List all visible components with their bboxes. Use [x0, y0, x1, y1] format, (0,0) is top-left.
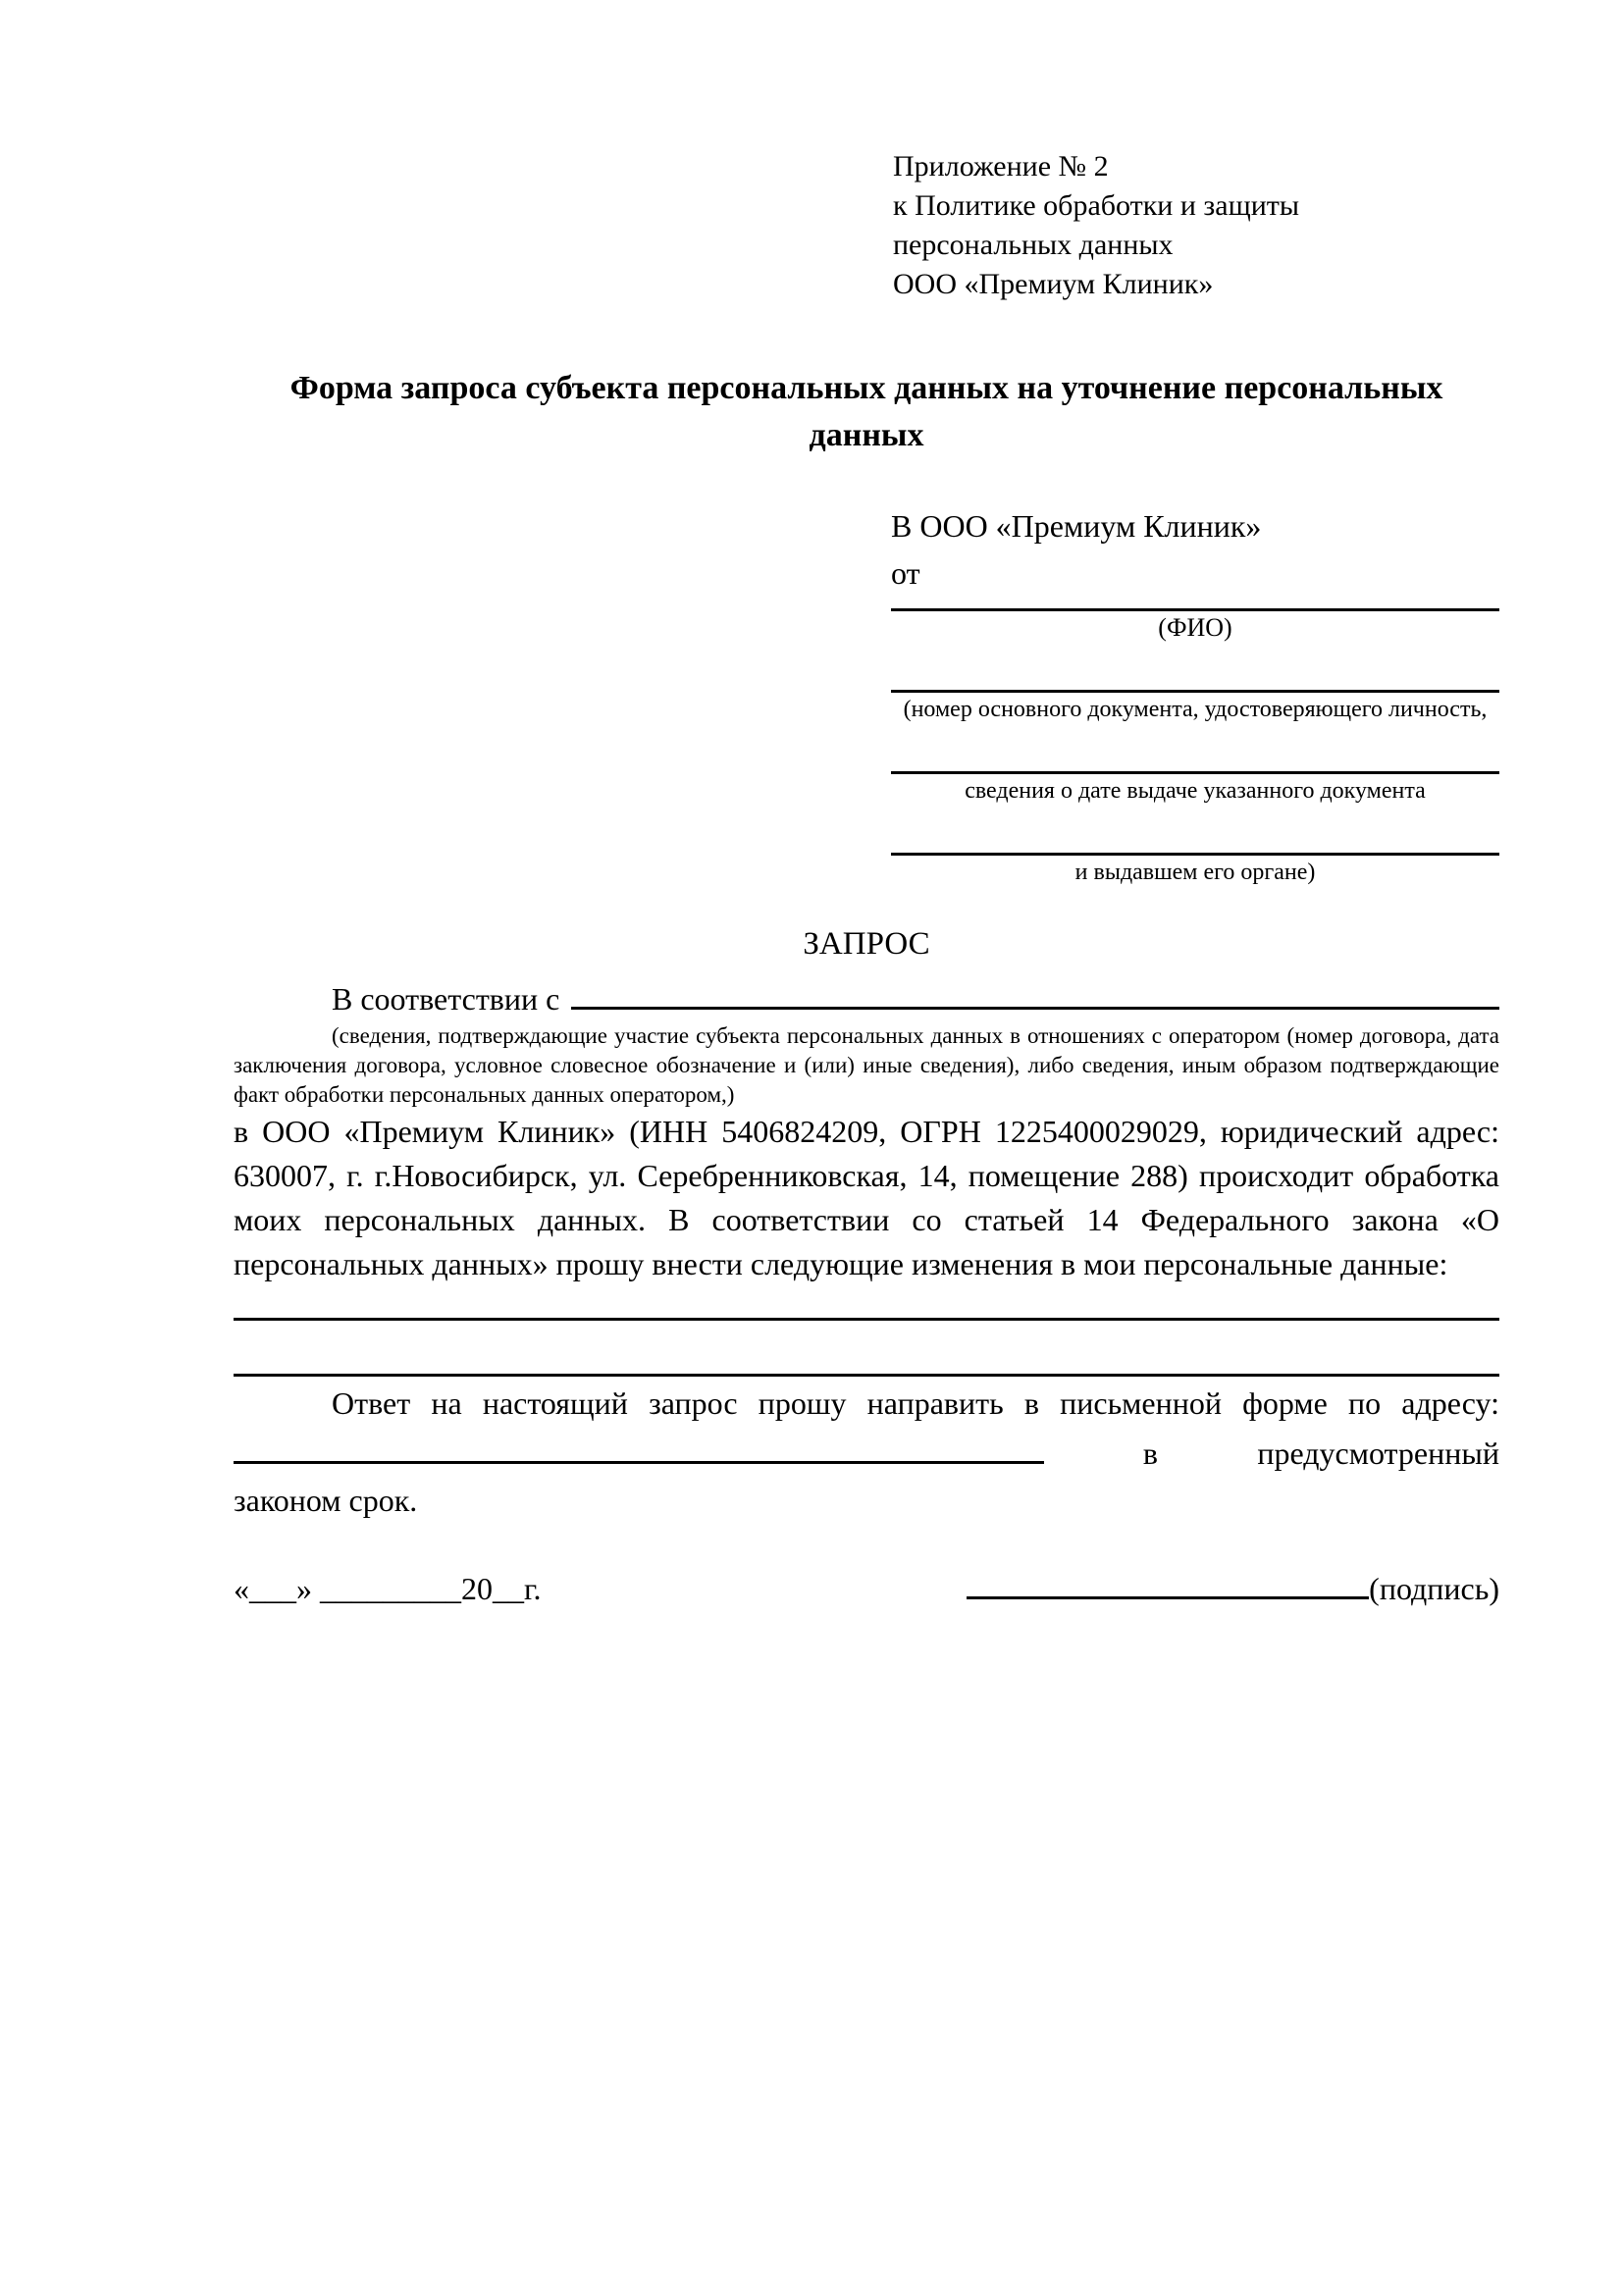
basis-caption: (сведения, подтверждающие участие субъекта персональных данных в отношениях с оператором (номер договора, дата заключения договора, условное словесное обозначение и (или) иные сведения), либо сведения, иным образом подтверждающие факт обработки персональных данных оператором,)	[234, 1023, 1499, 1107]
document-number-caption: (номер основного документа, удостоверяющего личность,	[903, 697, 1488, 722]
fio-caption: (ФИО)	[1158, 613, 1232, 642]
footer-row	[234, 1561, 1499, 1612]
signature-group	[967, 1561, 1499, 1612]
response-address-row	[234, 1426, 1499, 1477]
issuing-authority-caption: и выдавшем его органе)	[1074, 860, 1316, 885]
issue-date-blank-line	[891, 767, 1499, 774]
response-term-line: законом срок.	[234, 1483, 418, 1518]
response-address-sentence: Ответ на настоящий запрос прошу направить в письменной форме по адресу:	[332, 1385, 1499, 1421]
addressee-from-label: от	[891, 555, 920, 591]
fio-field	[891, 604, 1499, 643]
appendix-line: персональных данных	[893, 229, 1174, 261]
issuing-authority-blank-line	[891, 849, 1499, 856]
appendix-line: к Политике обработки и защиты	[893, 189, 1300, 222]
appendix-line: Приложение № 2	[893, 150, 1109, 183]
request-heading: ЗАПРОС	[803, 926, 930, 962]
signature-caption: (подпись)	[1369, 1571, 1499, 1606]
request-body: в ООО «Премиум Клиник» (ИНН 5406824209, ОГРН 1225400029029, юридический адрес: 630007, г. г.Новосибирск, ул. Серебренниковская, 14, помещение 288) происходит обработка моих персональных данных. В соответствии со статьей 14 Федерального закона «О персональных данных» прошу внести следующие изменения в мои персональные данные:	[234, 1114, 1499, 1281]
basis-label: В соответствии с	[332, 981, 560, 1017]
changes-blank-line-1	[234, 1286, 1499, 1321]
document-title: Форма запроса субъекта персональных данных на уточнение персональных данных	[289, 370, 1443, 453]
addressee-block	[891, 502, 1499, 887]
issue-date-caption: сведения о дате выдаче указанного документа	[965, 778, 1426, 804]
appendix-line: ООО «Премиум Клиник»	[893, 268, 1214, 300]
response-word-predusmotrennyj: предусмотренный	[1257, 1435, 1499, 1471]
issuing-authority-field	[891, 849, 1499, 887]
fio-blank-line	[891, 604, 1499, 611]
addressee-to: В ООО «Премиум Клиник»	[891, 508, 1262, 544]
basis-blank-line	[571, 973, 1499, 1010]
response-word-v: в	[1142, 1435, 1159, 1471]
document-content	[234, 147, 1499, 1612]
changes-blank-line-2	[234, 1321, 1499, 1377]
basis-row	[234, 973, 1499, 1021]
issue-date-field	[891, 767, 1499, 806]
document-number-field	[891, 686, 1499, 724]
document-number-blank-line	[891, 686, 1499, 693]
signature-blank-line	[967, 1561, 1369, 1599]
address-blank-line	[234, 1426, 1044, 1464]
appendix-header-block	[893, 147, 1499, 304]
date-blank: «___» _________20__г.	[234, 1571, 542, 1606]
